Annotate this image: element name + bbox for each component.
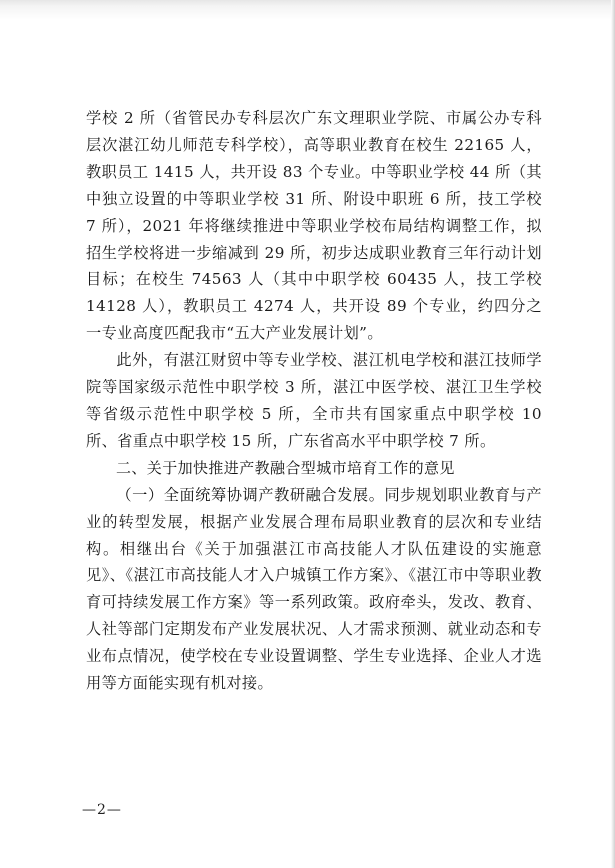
scan-edge-top (0, 0, 615, 20)
page-number: —2— (82, 802, 122, 818)
subsection-body: 同步规划职业教育与产业的转型发展，根据产业发展合理布局职业教育的层次和专业结构。相继出台《关于加强湛江市高技能人才队伍建设的实施意见》、《湛江市高技能人才入户城镇工作方案》、《湛江市中等职业教育可持续发展工作方案》等一系列政策。政府牵头，发改、教育、人社等部门定期发布产业发展状况、人才需求预测、就业动态和专业布点情况，使学校在专业设置调整、学生专业选择、企业人才选用等方面能实现有机对接。 (86, 485, 542, 693)
paragraph-coordination (86, 482, 542, 697)
scan-edge-right (611, 0, 615, 868)
paragraph-demonstration-schools: 此外，有湛江财贸中等专业学校、湛江机电学校和湛江技师学院等国家级示范性中职学校 3 所，湛江中医学校、湛江卫生学校等省级示范性中职学校 5 所，全市共有国家重点中职学校 10 所、省重点中职学校 15 所，广东省高水平中职学校 7 所。 (86, 351, 542, 450)
document-page-body (86, 105, 542, 697)
section-heading: 二、关于加快推进产教融合型城市培育工作的意见 (116, 458, 455, 477)
subsection-title: （一）全面统筹协调产教研融合发展。 (116, 485, 385, 504)
paragraph-vocational-schools-overview: 学校 2 所（省管民办专科层次广东文理职业学院、市属公办专科层次湛江幼儿师范专科学校），高等职业教育在校生 22165 人，教职员工 1415 人，共开设 83 个专业。中等职业学校 44 所（其中独立设置的中等职业学校 31 所、附设中职班 6 所，技工学校 7 所），2021 年将继续推进中等职业学校布局结构调整工作，拟招生学校将进一步缩减到 29 所，初步达成职业教育三年行动计划目标；在校生 74563 人（其中中职学校 60435 人，技工学校 14128 人），教职员工 4274 人，共开设 89 个专业，约四分之一专业高度匹配我市“五大产业发展计划”。 (86, 109, 542, 343)
